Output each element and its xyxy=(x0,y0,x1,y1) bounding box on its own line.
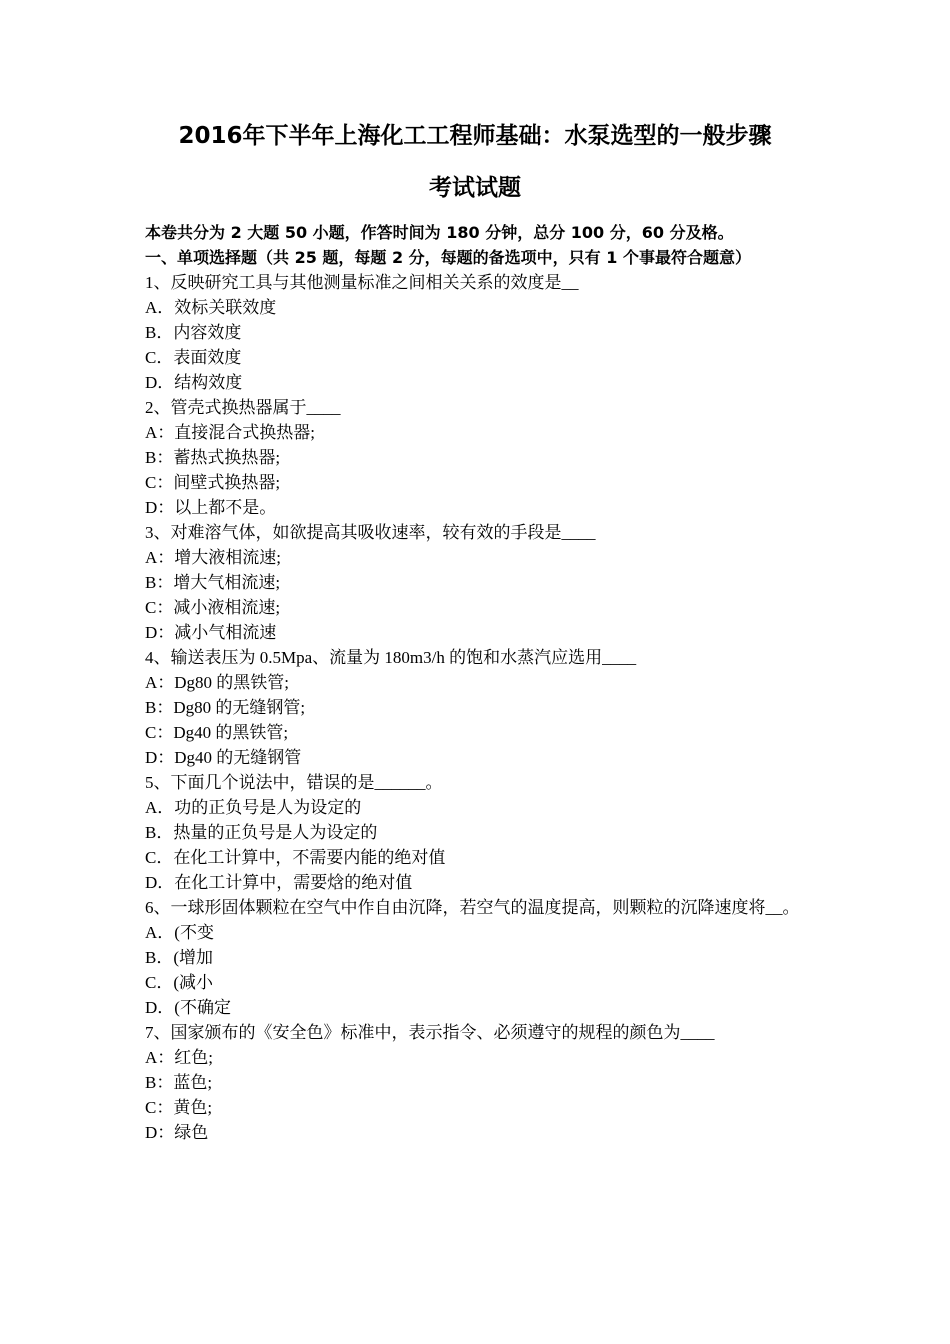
option-item: C：黄色; xyxy=(145,1098,213,1117)
question-text: 2、管壳式换热器属于____ xyxy=(145,398,341,417)
option-item: D．在化工计算中，需要焓的绝对值 xyxy=(145,873,413,892)
document-title-line-1: 2016年下半年上海化工工程师基础：水泵选型的一般步骤 xyxy=(178,123,772,149)
document-title-line-2: 考试试题 xyxy=(429,175,521,201)
option-item: D：绿色 xyxy=(145,1123,209,1142)
question-item xyxy=(145,395,815,520)
option-item: A．效标关联效度 xyxy=(145,298,277,317)
exam-intro: 本卷共分为 2 大题 50 小题，作答时间为 180 分钟，总分 100 分，60 分及格。 xyxy=(145,223,734,242)
question-text: 6、一球形固体颗粒在空气中作自由沉降，若空气的温度提高，则颗粒的沉降速度将__。 xyxy=(145,898,800,917)
question-item xyxy=(145,645,815,770)
option-item: B：蓝色; xyxy=(145,1073,213,1092)
option-item: C．表面效度 xyxy=(145,348,242,367)
question-item xyxy=(145,895,815,1020)
section-heading: 一、单项选择题（共 25 题，每题 2 分，每题的备选项中，只有 1 个事最符合题意） xyxy=(145,248,751,267)
option-item: B：蓄热式换热器; xyxy=(145,448,281,467)
question-item xyxy=(145,1020,815,1145)
option-item: B：Dg80 的无缝钢管; xyxy=(145,698,306,717)
option-item: D．结构效度 xyxy=(145,373,243,392)
option-item: C．在化工计算中，不需要内能的绝对值 xyxy=(145,848,446,867)
option-item: D：以上都不是。 xyxy=(145,498,277,517)
question-item xyxy=(145,270,815,395)
question-item xyxy=(145,770,815,895)
option-item: D：Dg40 的无缝钢管 xyxy=(145,748,302,767)
option-item: A：直接混合式换热器; xyxy=(145,423,315,442)
question-text: 7、国家颁布的《安全色》标准中，表示指令、必须遵守的规程的颜色为____ xyxy=(145,1023,715,1042)
option-item: A．(不变 xyxy=(145,923,214,942)
document-body xyxy=(145,221,815,1145)
question-text: 5、下面几个说法中，错误的是______。 xyxy=(145,773,443,792)
option-item: C：减小液相流速; xyxy=(145,598,281,617)
question-text: 4、输送表压为 0.5Mpa、流量为 180m3/h 的饱和水蒸汽应选用____ xyxy=(145,648,637,667)
option-item: A：增大液相流速; xyxy=(145,548,281,567)
option-item: B．热量的正负号是人为设定的 xyxy=(145,823,378,842)
option-item: A．功的正负号是人为设定的 xyxy=(145,798,362,817)
option-item: D．(不确定 xyxy=(145,998,231,1017)
option-item: C：间壁式换热器; xyxy=(145,473,281,492)
option-item: B：增大气相流速; xyxy=(145,573,281,592)
question-item xyxy=(145,520,815,645)
option-item: A：Dg80 的黑铁管; xyxy=(145,673,290,692)
question-list xyxy=(145,270,815,1145)
question-text: 1、反映研究工具与其他测量标准之间相关关系的效度是__ xyxy=(145,273,579,292)
option-item: D：减小气相流速 xyxy=(145,623,277,642)
question-text: 3、对难溶气体，如欲提高其吸收速率，较有效的手段是____ xyxy=(145,523,596,542)
option-item: C：Dg40 的黑铁管; xyxy=(145,723,289,742)
option-item: C．(减小 xyxy=(145,973,213,992)
option-item: B．(增加 xyxy=(145,948,213,967)
option-item: B．内容效度 xyxy=(145,323,242,342)
option-item: A：红色; xyxy=(145,1048,213,1067)
